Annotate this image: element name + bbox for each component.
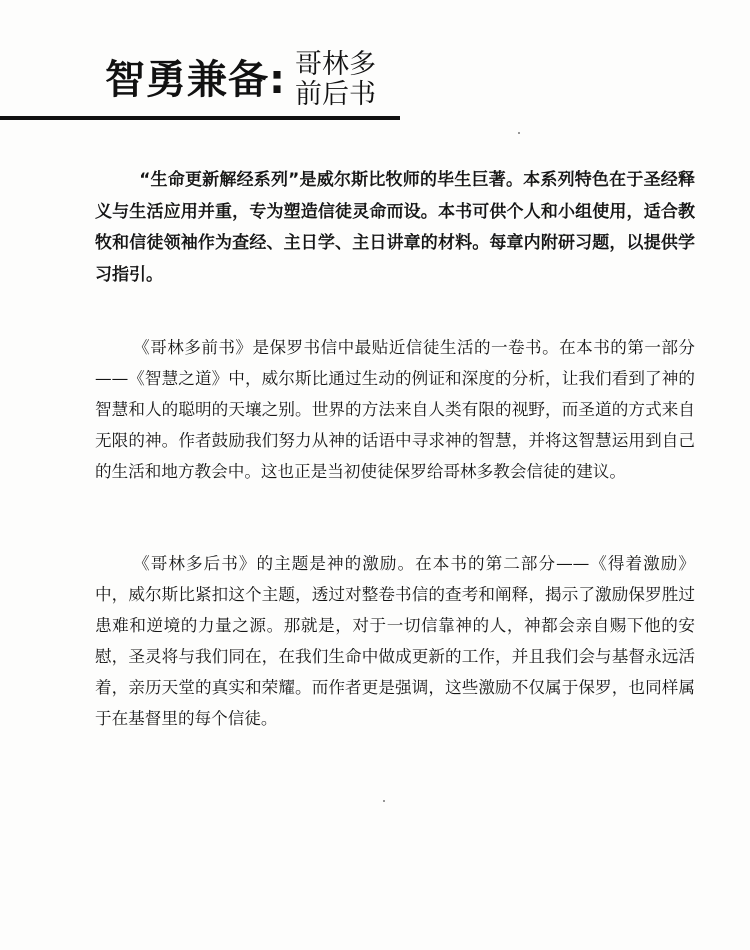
second-corinthians-paragraph: 《哥林多后书》的主题是神的激励。在本书的第二部分——《得着激励》中，威尔斯比紧扣这个主题，透过对整卷书信的查考和阐释，揭示了激励保罗胜过患难和逆境的力量之源。那就是，对于一切信靠神的人，神都会亲自赐下他的安慰，圣灵将与我们同在，在我们生命中做成更新的工作，并且我们会与基督永远活着，亲历天堂的真实和荣耀。而作者更是强调，这些激励不仅属于保罗，也同样属于在基督里的每个信徒。	[95, 553, 695, 728]
title-underline-rule	[0, 116, 400, 120]
scan-speck	[518, 132, 520, 134]
page-title: 智勇兼备:	[105, 57, 286, 103]
subtitle-line-1: 哥林多	[295, 49, 376, 80]
page-subtitle	[295, 50, 376, 110]
scan-speck	[383, 800, 385, 802]
series-intro-paragraph: “生命更新解经系列”是威尔斯比牧师的毕生巨著。本系列特色在于圣经释义与生活应用并重，专为塑造信徒灵命而设。本书可供个人和小组使用，适合教牧和信徒领袖作为查经、主日学、主日讲章的材料。每章内附研习题，以提供学习指引。	[95, 170, 695, 285]
subtitle-line-2: 前后书	[295, 79, 376, 110]
first-corinthians-paragraph: 《哥林多前书》是保罗书信中最贴近信徒生活的一卷书。在本书的第一部分——《智慧之道》中，威尔斯比通过生动的例证和深度的分析，让我们看到了神的智慧和人的聪明的天壤之别。世界的方法来自人类有限的视野，而圣道的方式来自无限的神。作者鼓励我们努力从神的话语中寻求神的智慧，并将这智慧运用到自己的生活和地方教会中。这也正是当初使徒保罗给哥林多教会信徒的建议。	[95, 337, 695, 481]
